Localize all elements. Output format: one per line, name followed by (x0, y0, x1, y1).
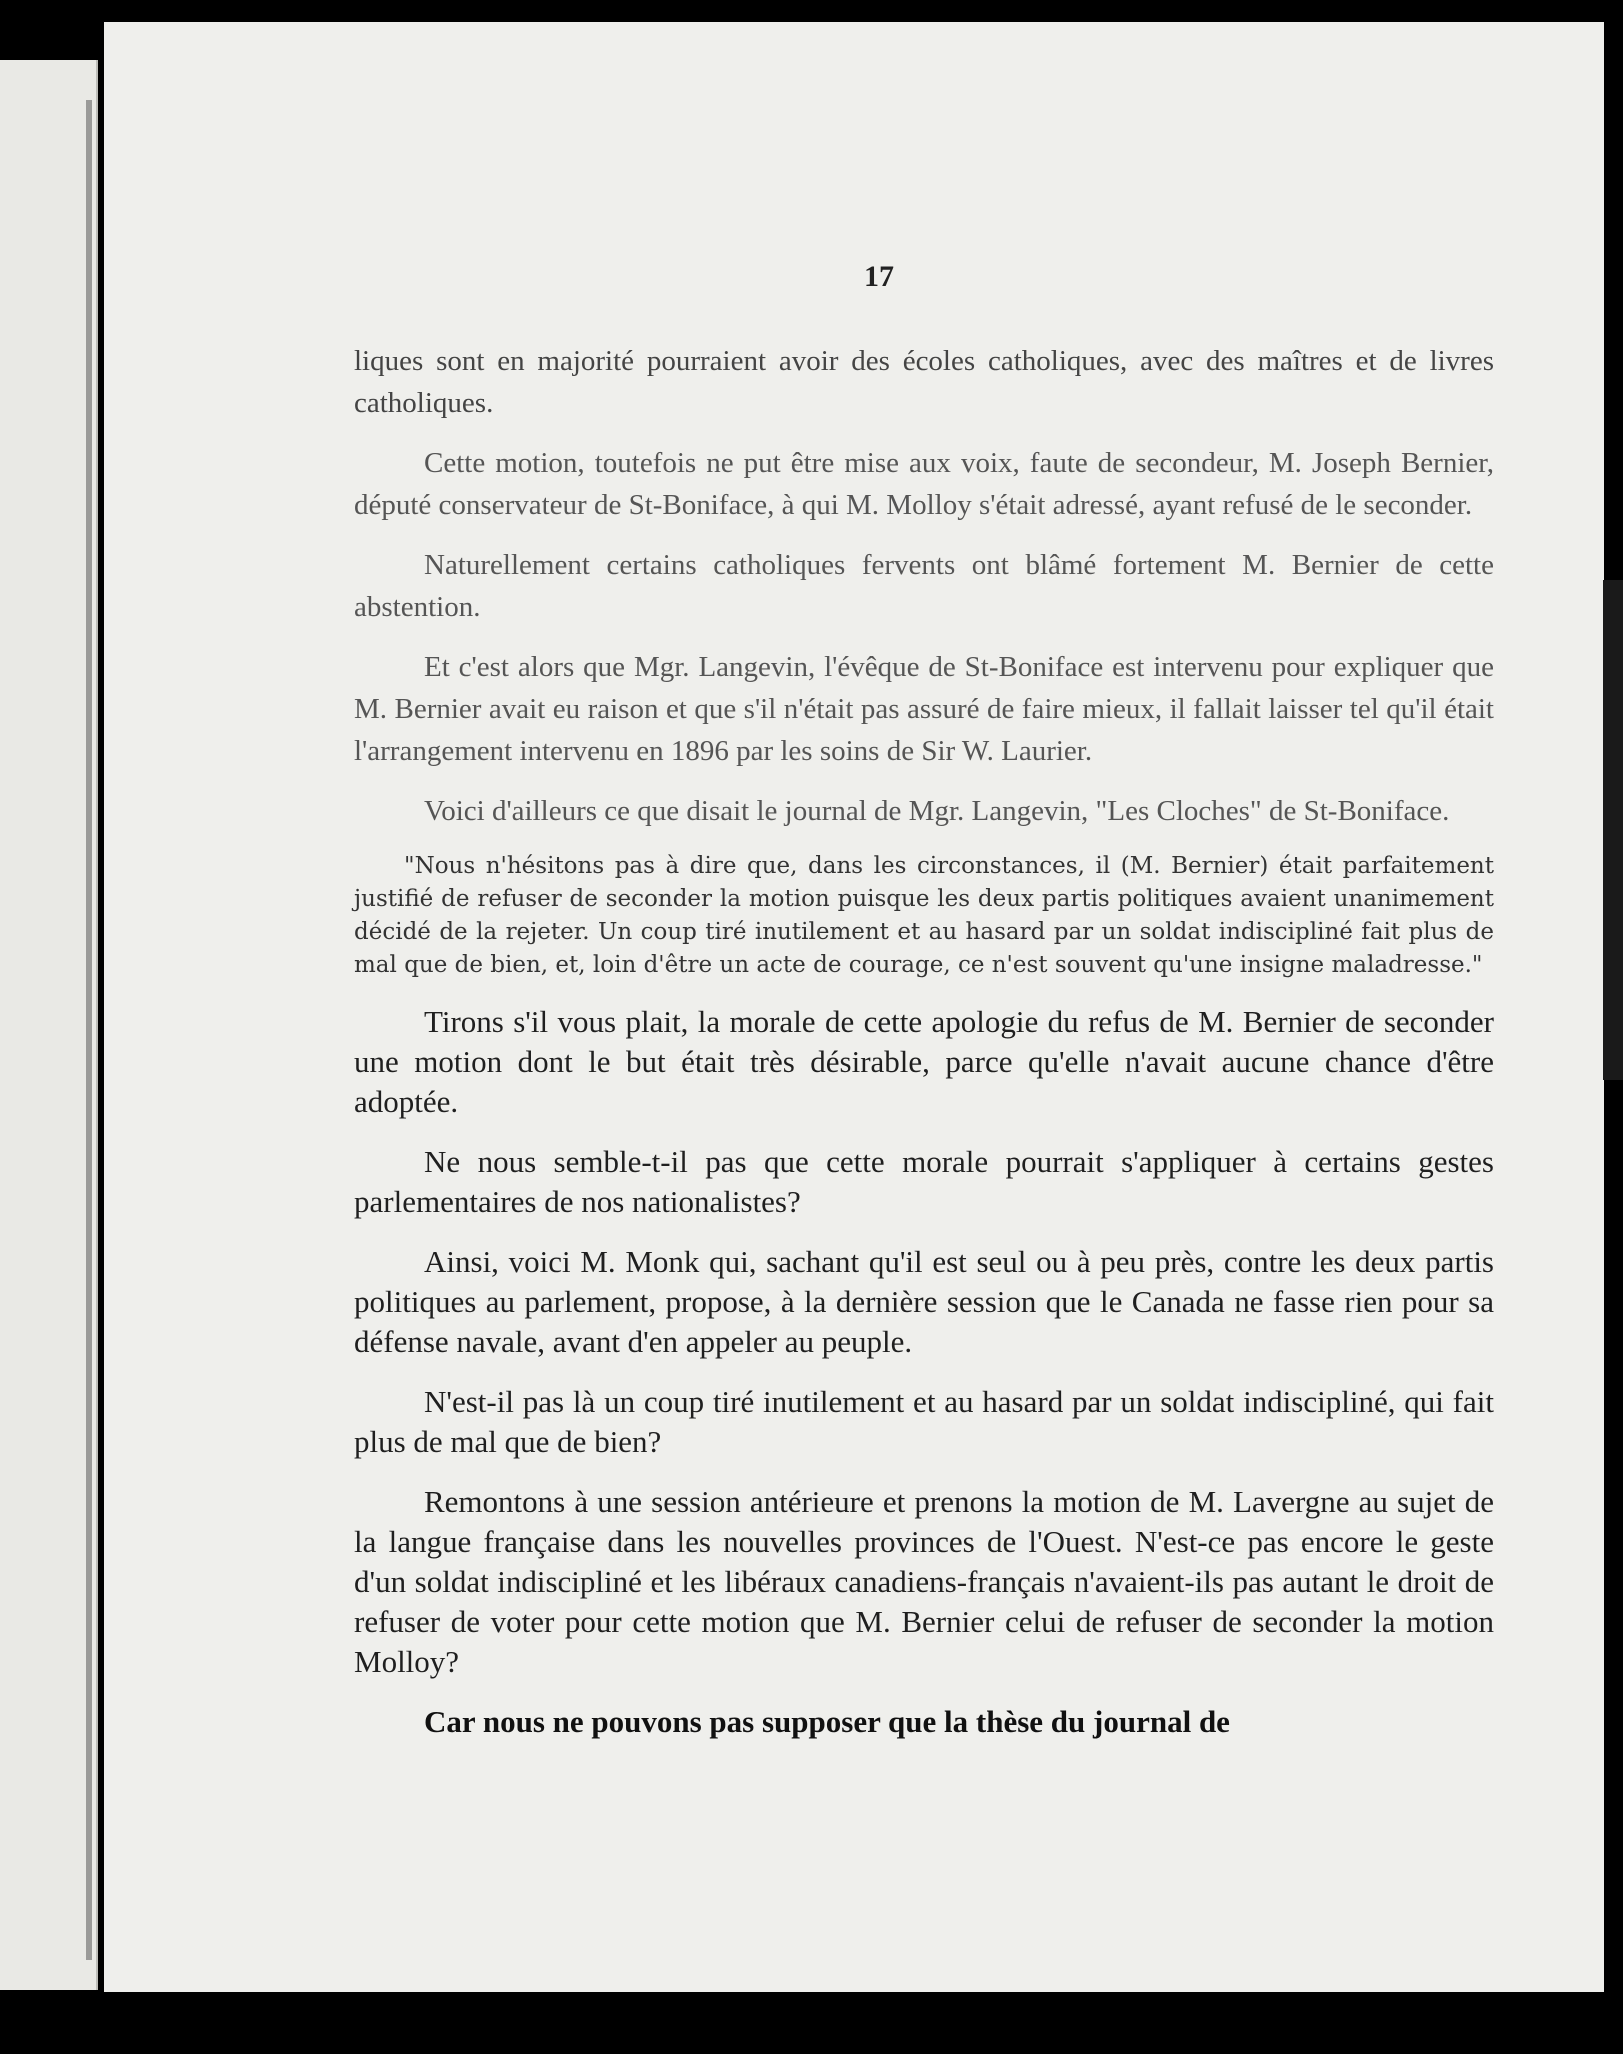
body-text (354, 340, 1494, 1742)
document-page (104, 22, 1604, 1992)
paragraph: Et c'est alors que Mgr. Langevin, l'évêque de St-Boniface est intervenu pour expliquer que M. Bernier avait eu raison et que s'il n'était pas assuré de faire mieux, il fallait laisser tel qu'il était l'arrangement intervenu en 1896 par les soins de Sir W. Laurier. (354, 651, 1494, 767)
scan-edge-shadow (1603, 580, 1623, 1080)
paragraph: Ainsi, voici M. Monk qui, sachant qu'il est seul ou à peu près, contre les deux partis politiques au parlement, propose, à la dernière session que le Canada ne fasse rien pour sa défense navale, avant d'en appeler au peuple. (354, 1244, 1494, 1359)
paragraph: Ne nous semble-t-il pas que cette morale pourrait s'appliquer à certains gestes parlementaires de nos nationalistes? (354, 1144, 1494, 1219)
paragraph: Cette motion, toutefois ne put être mise aux voix, faute de secondeur, M. Joseph Bernier, député conservateur de St-Boniface, à qui M. Molloy s'était adressé, ayant refusé de le seconder. (354, 447, 1494, 521)
paragraph: Tirons s'il vous plait, la morale de cette apologie du refus de M. Bernier de seconder une motion dont le but était très désirable, parce qu'elle n'avait aucune chance d'être adoptée. (354, 1004, 1494, 1119)
paragraph: N'est-il pas là un coup tiré inutilement et au hasard par un soldat indiscipliné, qui fait plus de mal que de bien? (354, 1384, 1494, 1459)
page-number: 17 (864, 260, 894, 293)
block-quote: "Nous n'hésitons pas à dire que, dans les circonstances, il (M. Bernier) était parfaitement justifié de refuser de seconder la motion puisque les deux partis politiques avaient unanimement décidé de la rejeter. Un coup tiré inutilement et au hasard par un soldat indiscipliné fait plus de mal que de bien, et, loin d'être un acte de courage, ce n'est souvent qu'une insigne maladresse." (354, 853, 1494, 978)
paragraph: Remontons à une session antérieure et prenons la motion de M. Lavergne au sujet de la langue française dans les nouvelles provinces de l'Ouest. N'est-ce pas encore le geste d'un soldat indiscipliné et les libéraux canadiens-français n'avaient-ils pas autant le droit de refuser de voter pour cette motion que M. Bernier celui de refuser de seconder la motion Molloy? (354, 1484, 1494, 1679)
paragraph: Naturellement certains catholiques fervents ont blâmé fortement M. Bernier de cette abstention. (354, 549, 1494, 623)
adjacent-page-edge (0, 60, 98, 1990)
paragraph-truncated: Car nous ne pouvons pas supposer que la thèse du journal de (424, 1704, 1230, 1739)
paragraph-continuation: liques sont en majorité pourraient avoir des écoles catholiques, avec des maîtres et de livres catholiques. (354, 345, 1494, 419)
paragraph: Voici d'ailleurs ce que disait le journal de Mgr. Langevin, "Les Cloches" de St-Boniface. (424, 795, 1450, 827)
